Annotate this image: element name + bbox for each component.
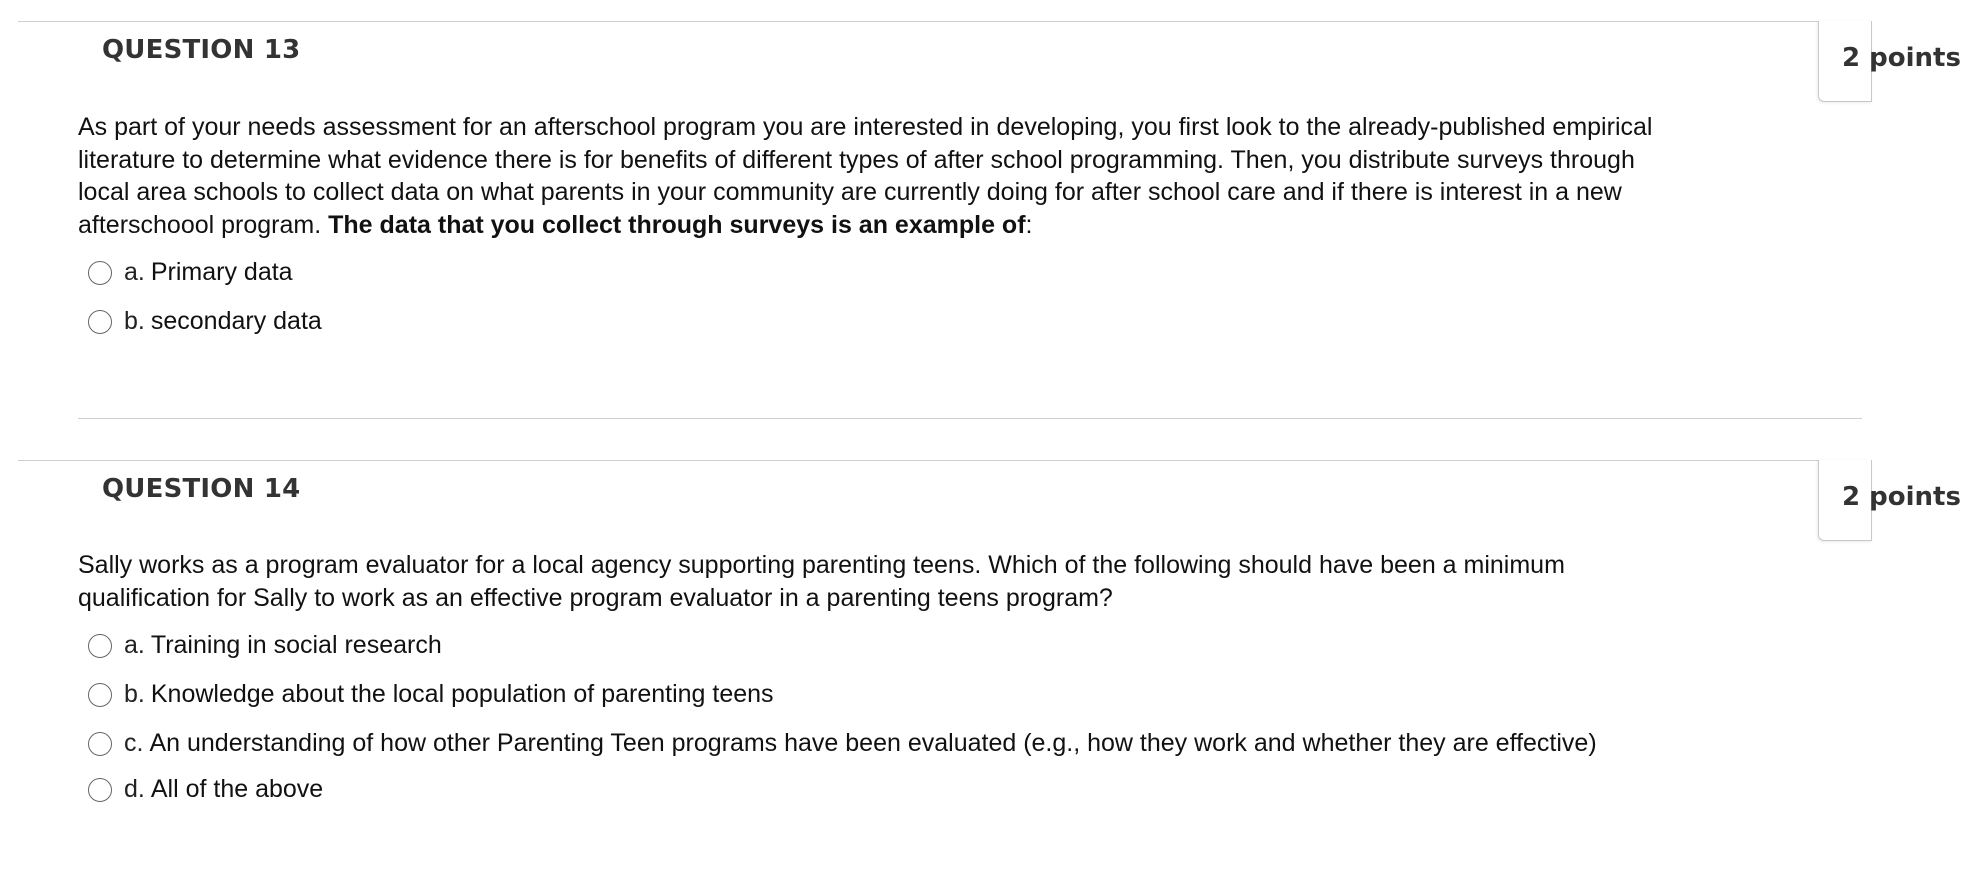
option-letter: b. <box>124 680 145 708</box>
radio-button[interactable] <box>88 778 112 802</box>
option-text: All of the above <box>150 775 324 803</box>
radio-button[interactable] <box>88 310 112 334</box>
radio-button[interactable] <box>88 732 112 756</box>
option-letter: a. <box>124 631 145 659</box>
option-text: Training in social research <box>150 631 442 659</box>
option-text: An understanding of how other Parenting Teen programs have been evaluated (e.g., how they work and whether they are effective) <box>149 729 1597 757</box>
question-14-points-tab <box>1818 460 1961 541</box>
question-13-option-b[interactable] <box>88 297 322 346</box>
option-letter: c. <box>124 729 144 757</box>
option-text: secondary data <box>150 307 322 335</box>
question-14-option-c[interactable] <box>88 719 1597 768</box>
option-letter: b. <box>124 307 145 335</box>
question-13-options <box>88 248 322 346</box>
question-13-title: QUESTION 13 <box>102 35 301 65</box>
question-14-option-d[interactable] <box>88 768 1597 811</box>
question-14-text: Sally works as a program evaluator for a local agency supporting parenting teens. Which of the following should have been a minimum qualification for Sally to work as an effective program evaluator in a parenting teens program? <box>78 551 1565 612</box>
question-14-option-a[interactable] <box>88 621 1597 670</box>
question-14-option-b[interactable] <box>88 670 1597 719</box>
question-13-divider <box>78 418 1862 419</box>
option-text: Knowledge about the local population of parenting teens <box>150 680 774 708</box>
question-13-text-plain: As part of your needs assessment for an afterschool program you are interested in developing, you first look to the already-published empirical literature to determine what evidence there is for benefits of different types of after school programming. Then, you distribute surveys through local area schools to collect data on what parents in your community are currently doing for after school care and if there is interest in a new afterschoool program. <box>78 113 1653 239</box>
question-13-points-tab <box>1818 21 1961 102</box>
question-13-points: 2 points <box>1842 43 1961 73</box>
question-13-block <box>18 21 1961 462</box>
question-13-text-bold: The data that you collect through surveys is an example of <box>328 210 1026 239</box>
radio-button[interactable] <box>88 683 112 707</box>
question-13-text <box>78 111 1678 241</box>
question-14-block <box>18 460 1961 891</box>
option-letter: a. <box>124 258 145 286</box>
option-letter: d. <box>124 775 145 803</box>
question-14-title: QUESTION 14 <box>102 474 301 504</box>
question-14-points: 2 points <box>1842 482 1961 512</box>
radio-button[interactable] <box>88 634 112 658</box>
question-13-option-a[interactable] <box>88 248 322 297</box>
radio-button[interactable] <box>88 261 112 285</box>
option-text: Primary data <box>150 258 293 286</box>
question-13-text-tail: : <box>1025 210 1033 239</box>
question-14-options <box>88 621 1597 811</box>
